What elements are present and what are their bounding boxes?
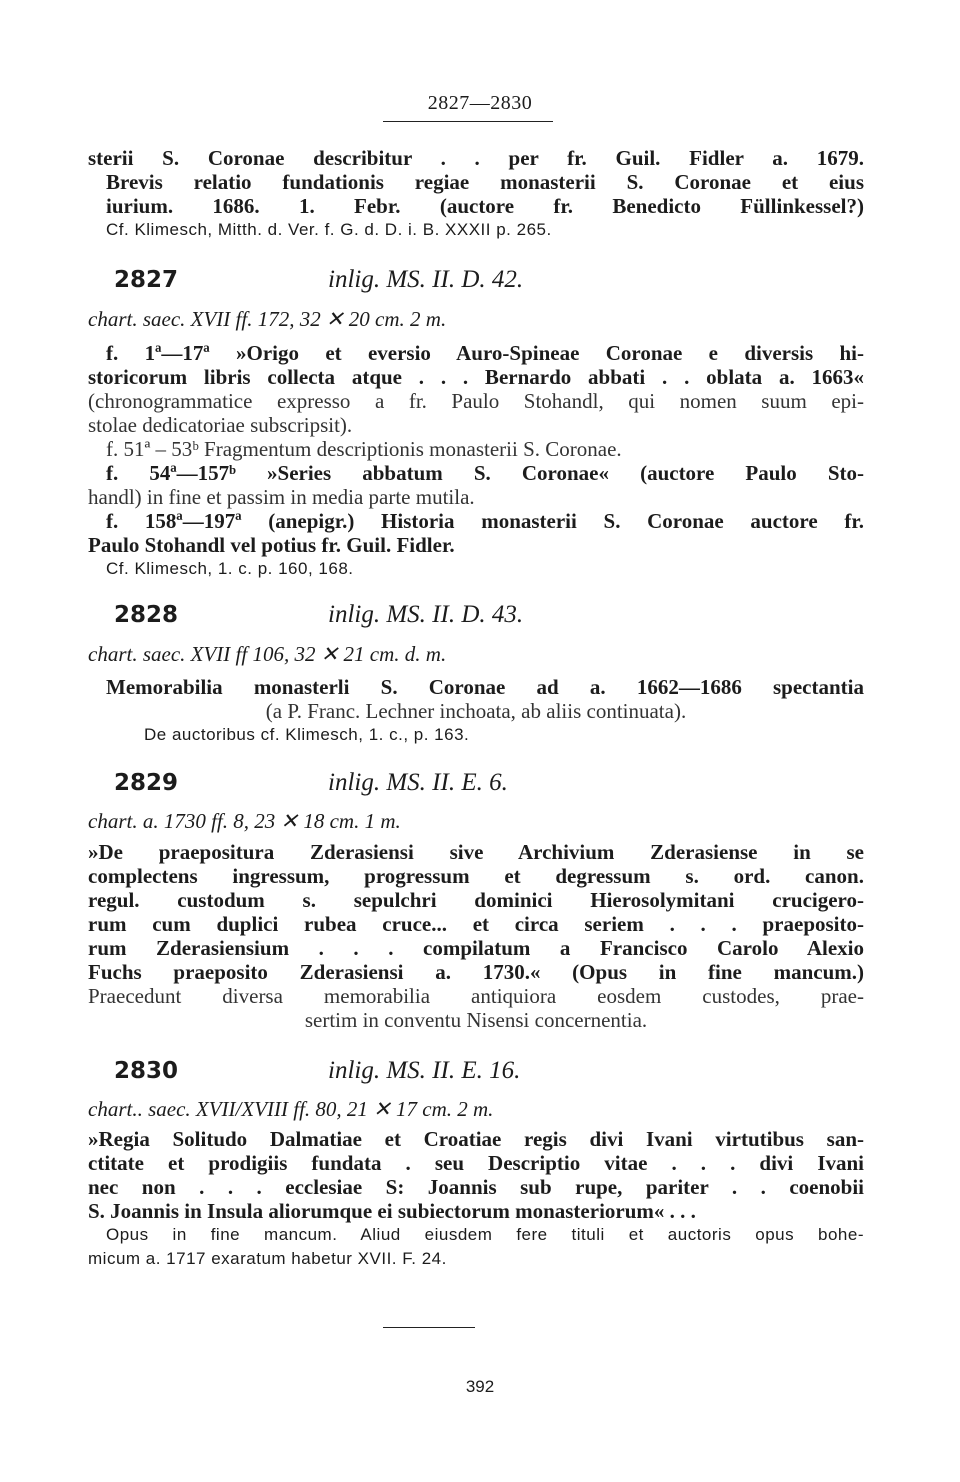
- entry-line: complectens ingressum, progressum et degressum s. ord. canon.: [88, 864, 864, 888]
- physical-description: chart.. saec. XVII/XVIII ff. 80, 21 ✕ 17 cm. 2 m.: [88, 1097, 494, 1121]
- entry-line: Opus in fine mancum. Aliud eiusdem fere tituli et auctoris opus bohe-: [106, 1225, 864, 1244]
- entry-2827-body: [88, 341, 864, 581]
- entry-line: Memorabilia monasterli S. Coronae ad a. 1662—1686 spectantia: [106, 675, 864, 699]
- entry-line: micum a. 1717 exaratum habetur XVII. F. 24.: [88, 1249, 447, 1268]
- entry-number: 2830: [114, 1058, 179, 1084]
- shelfmark: inlig. MS. II. D. 42.: [328, 266, 524, 293]
- shelfmark: inlig. MS. II. E. 16.: [328, 1057, 521, 1084]
- entry-line: S. Joannis in Insula aliorumque ei subiectorum monasteriorum« . . .: [88, 1199, 696, 1223]
- physical-description: chart. saec. XVII ff. 172, 32 ✕ 20 cm. 2 m.: [88, 307, 447, 331]
- entry-citation: Cf. Klimesch, 1. c. p. 160, 168.: [106, 559, 354, 578]
- entry-number: 2827: [114, 267, 179, 293]
- entry-2829-body: [88, 840, 864, 1032]
- entry-line: rum Zderasiensium . . . compilatum a Francisco Carolo Alexio: [88, 936, 864, 960]
- page-number: 392: [465, 1377, 495, 1396]
- entry-line: f. 1ª—17ª »Origo et eversio Auro-Spineae Coronae e diversis hi-: [106, 341, 864, 365]
- entry-citation: De auctoribus cf. Klimesch, 1. c., p. 163.: [144, 725, 470, 744]
- entry-line: sertim in conventu Nisensi concernentia.: [304, 1008, 648, 1032]
- intro-block: [88, 146, 864, 242]
- entry-number: 2828: [114, 602, 179, 628]
- entry-2828-body: [88, 675, 864, 747]
- entry-line: f. 54ª—157ᵇ »Series abbatum S. Coronae« (auctore Paulo Sto-: [106, 461, 864, 485]
- entry-line: Paulo Stohandl vel potius fr. Guil. Fidler.: [88, 533, 455, 557]
- entry-line: f. 158ª—197ª (anepigr.) Historia monasterii S. Coronae auctore fr.: [106, 509, 864, 533]
- entry-line: rum cum duplici rubea cruce... et circa seriem . . . praeposito-: [88, 912, 864, 936]
- entry-line: Praecedunt diversa memorabilia antiquiora eosdem custodes, prae-: [88, 984, 864, 1008]
- intro-line: sterii S. Coronae describitur . . per fr. Guil. Fidler a. 1679.: [88, 146, 864, 170]
- running-header: 2827—2830: [427, 92, 533, 114]
- entry-line: nec non . . . ecclesiae S: Joannis sub rupe, pariter . . coenobii: [88, 1175, 864, 1199]
- physical-description: chart. a. 1730 ff. 8, 23 ✕ 18 cm. 1 m.: [88, 809, 401, 833]
- shelfmark: inlig. MS. II. D. 43.: [328, 601, 524, 628]
- entry-line: storicorum libris collecta atque . . . Bernardo abbati . . oblata a. 1663«: [88, 365, 864, 389]
- entry-line: handl) in fine et passim in media parte mutila.: [88, 485, 475, 509]
- physical-description: chart. saec. XVII ff 106, 32 ✕ 21 cm. d. m.: [88, 642, 447, 666]
- footer-rule: [383, 1327, 475, 1328]
- entry-line: stolae dedicatoriae subscripsit).: [88, 413, 353, 437]
- header-rule: [383, 121, 553, 122]
- entry-number: 2829: [114, 770, 179, 796]
- entry-line: »De praepositura Zderasiensi sive Archivium Zderasiense in se: [88, 840, 864, 864]
- shelfmark: inlig. MS. II. E. 6.: [328, 769, 508, 796]
- entry-line: (chronogrammatice expresso a fr. Paulo Stohandl, qui nomen suum epi-: [88, 389, 864, 413]
- entry-line: Fuchs praeposito Zderasiensi a. 1730.« (Opus in fine mancum.): [88, 960, 864, 984]
- entry-line: ctitate et prodigiis fundata . seu Descriptio vitae . . . divi Ivani: [88, 1151, 864, 1175]
- intro-line: iurium. 1686. 1. Febr. (auctore fr. Benedicto Füllinkessel?): [106, 194, 864, 218]
- entry-line: (a P. Franc. Lechner inchoata, ab aliis continuata).: [265, 699, 687, 723]
- entry-2830-body: [88, 1127, 864, 1271]
- intro-citation: Cf. Klimesch, Mitth. d. Ver. f. G. d. D. i. B. XXXII p. 265.: [106, 220, 552, 239]
- entry-line: regul. custodum s. sepulchri dominici Hierosolymitani crucigero-: [88, 888, 864, 912]
- entry-line: f. 51ª – 53ᵇ Fragmentum descriptionis monasterii S. Coronae.: [106, 437, 622, 461]
- entry-line: »Regia Solitudo Dalmatiae et Croatiae regis divi Ivani virtutibus san-: [88, 1127, 864, 1151]
- intro-line: Brevis relatio fundationis regiae monasterii S. Coronae et eius: [106, 170, 864, 194]
